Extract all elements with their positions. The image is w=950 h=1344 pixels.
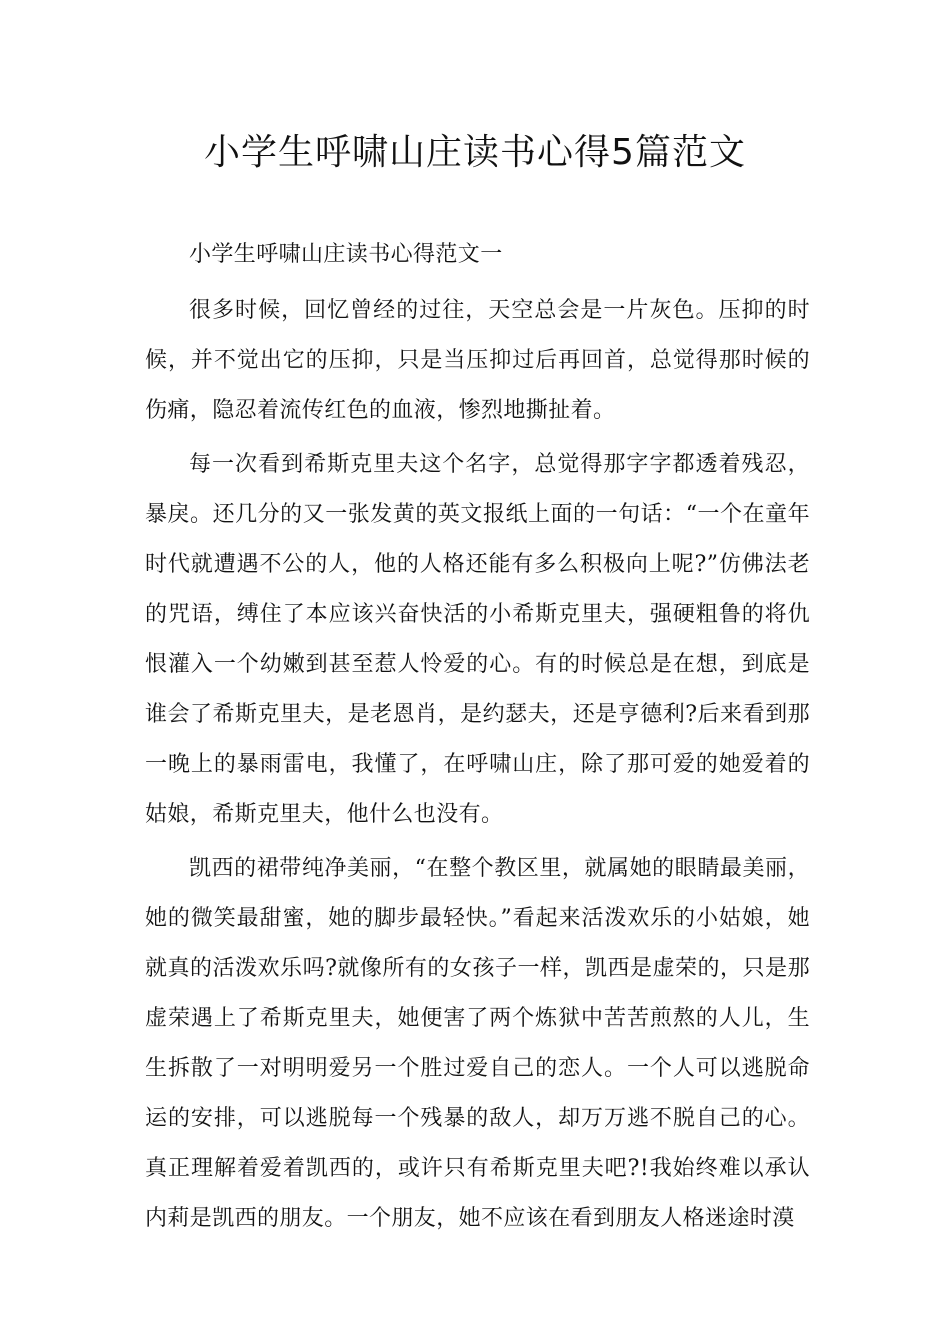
paragraph-3: 凯西的裙带纯净美丽，“在整个教区里，就属她的眼睛最美丽，她的微笑最甜蜜，她的脚步最轻快。”看起来活泼欢乐的小姑娘，她就真的活泼欢乐吗?就像所有的女孩子一样，凯西是虚荣的，只是那虚荣遇上了希斯克里夫，她便害了两个炼狱中苦苦煎熬的人儿，生生拆散了一对明明爱另一个胜过爱自己的恋人。一个人可以逃脱命运的安排，可以逃脱每一个残暴的敌人，却万万逃不脱自己的心。真正理解着爱着凯西的，或许只有希斯克里夫吧?!我始终难以承认内莉是凯西的朋友。一个朋友，她不应该在看到朋友人格迷途时漠 — [145, 856, 810, 1231]
paragraph-1: 很多时候，回忆曾经的过往，天空总会是一片灰色。压抑的时候，并不觉出它的压抑，只是当压抑过后再回首，总觉得那时候的伤痛，隐忍着流传红色的血液，惨烈地撕扯着。 — [145, 298, 810, 423]
document-body — [145, 230, 810, 1244]
section-heading: 小学生呼啸山庄读书心得范文一 — [189, 242, 503, 267]
paragraph-2: 每一次看到希斯克里夫这个名字，总觉得那字字都透着残忍，暴戾。还几分的又一张发黄的英文报纸上面的一句话：“一个在童年时代就遭遇不公的人，他的人格还能有多么积极向上呢?”仿佛法老的咒语，缚住了本应该兴奋快活的小希斯克里夫，强硬粗鲁的将仇恨灌入一个幼嫩到甚至惹人怜爱的心。有的时候总是在想，到底是谁会了希斯克里夫，是老恩肖，是约瑟夫，还是亨德利?后来看到那一晚上的暴雨雷电，我懂了，在呼啸山庄，除了那可爱的她爱着的姑娘，希斯克里夫，他什么也没有。 — [145, 452, 810, 827]
document-title: 小学生呼啸山庄读书心得5篇范文 — [204, 132, 746, 173]
